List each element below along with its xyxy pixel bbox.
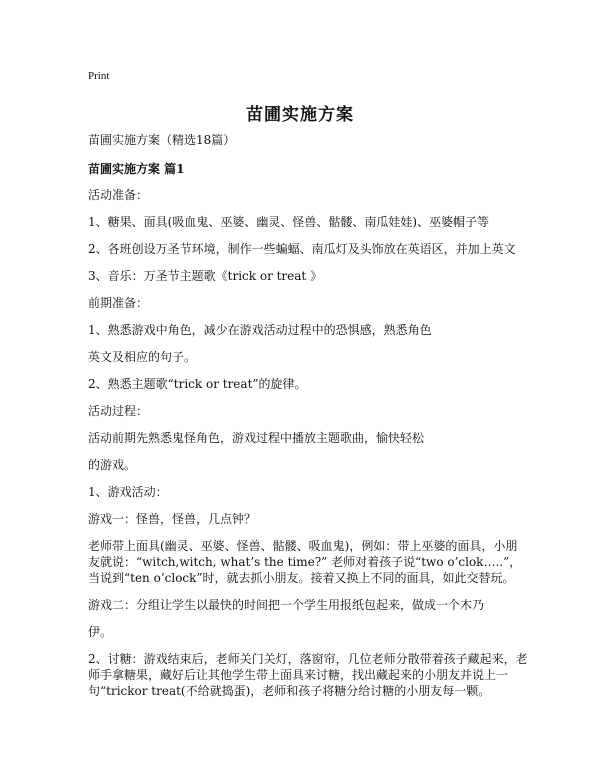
- print-label: Print: [88, 70, 110, 82]
- paragraph-process-a: 活动前期先熟悉鬼怪角色，游戏过程中播放主题歌曲，愉快轻松: [88, 431, 425, 445]
- paragraph-game-two-b: 伊。: [88, 625, 113, 639]
- paragraph-prep-item-1: 1、糖果、面具(吸血鬼、巫婆、幽灵、怪兽、骷髅、南瓜娃娃)、巫婆帽子等: [88, 215, 490, 229]
- paragraph-early-prep: 前期准备：: [88, 296, 149, 310]
- paragraph-game-one-detail: 老师带上面具(幽灵、巫婆、怪兽、骷髅、吸血鬼)，例如：带上巫婆的面具，小朋友就说：“witch,witch, what’s the time?” 老师对着孩子说“two o’clok…..”，当说到“ten o’clock”时，就去抓小朋友。接着又换上不同的面具，如此交替玩。: [88, 539, 522, 585]
- paragraph-game-activity: 1、游戏活动：: [88, 485, 168, 499]
- section-heading: 苗圃实施方案 篇1: [88, 162, 185, 176]
- document-subtitle: 苗圃实施方案（精选18篇）: [88, 133, 236, 147]
- paragraph-game-two-a: 游戏二：分组让学生以最快的时间把一个学生用报纸包起来，做成一个木乃: [88, 598, 485, 612]
- paragraph-game-one: 游戏一：怪兽，怪兽，几点钟？: [88, 512, 257, 526]
- paragraph-early-item-2: 2、熟悉主题歌“trick or treat”的旋律。: [88, 377, 307, 391]
- paragraph-candy-request: 2、讨糖：游戏结束后，老师关门关灯，落窗帘，几位老师分散带着孩子藏起来，老师手拿糖果，藏好后让其他学生带上面具来讨糖，找出藏起来的小朋友并说上一句“trickor treat(不给就捣蛋)，老师和孩子将糖分给讨糖的小朋友每一颗。: [88, 652, 528, 698]
- paragraph-prep-item-2: 2、各班创设万圣节环境，制作一些蝙蝠、南瓜灯及头饰放在英语区，并加上英文: [88, 242, 516, 256]
- paragraph-activity-prep: 活动准备：: [88, 188, 149, 202]
- paragraph-early-item-1b: 英文及相应的句子。: [88, 350, 197, 364]
- paragraph-process-b: 的游戏。: [88, 458, 137, 472]
- paragraph-early-item-1a: 1、熟悉游戏中角色，减少在游戏活动过程中的恐惧感，熟悉角色: [88, 323, 432, 337]
- document-title: 苗圃实施方案: [246, 105, 354, 125]
- paragraph-prep-item-3: 3、音乐：万圣节主题歌《trick or treat 》: [88, 269, 323, 283]
- paragraph-activity-process: 活动过程：: [88, 404, 149, 418]
